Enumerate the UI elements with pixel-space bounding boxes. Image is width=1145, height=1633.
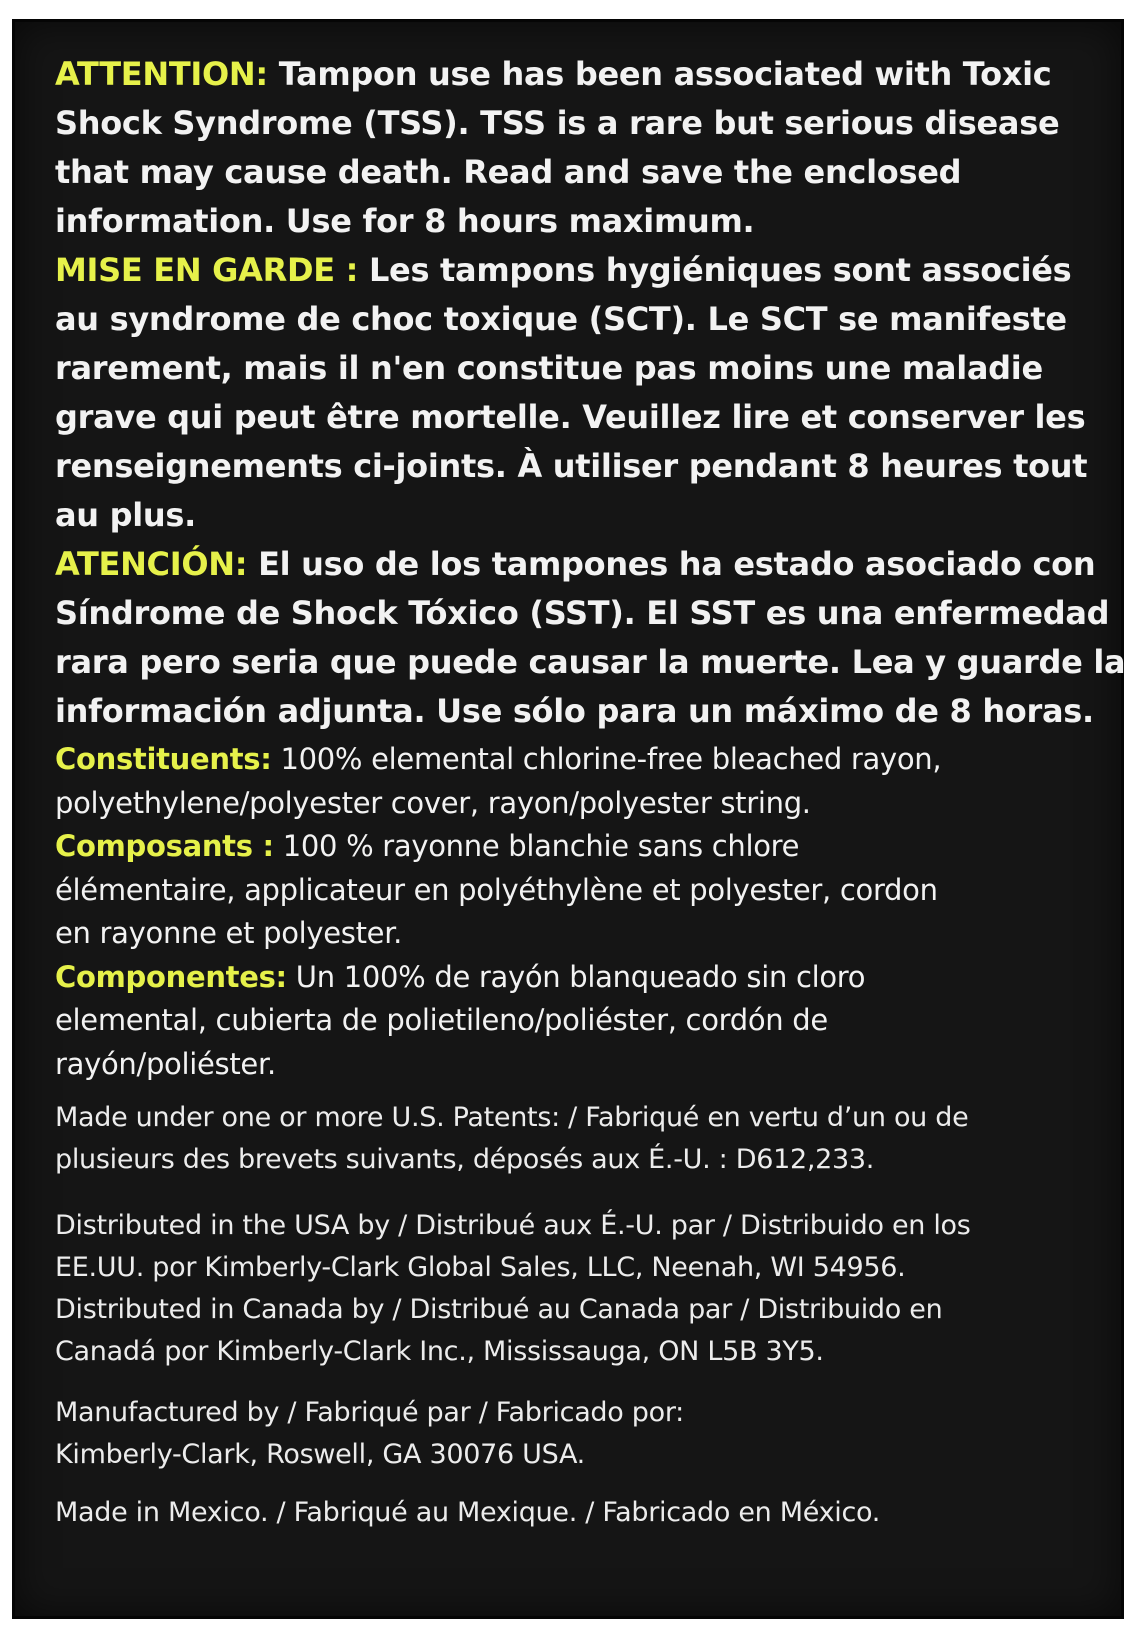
ingredients-section xyxy=(55,738,1103,1086)
warning-text: Les tampons hygiéniques sont associés xyxy=(368,251,1072,289)
warning-text: rarement, mais il n'en constitue pas moins une maladie xyxy=(55,349,1043,387)
ingredients-text: Un 100% de rayón blanqueado sin cloro xyxy=(295,959,866,994)
warning-french xyxy=(55,246,1103,540)
ingredients-keyword: Constituents: xyxy=(55,742,272,776)
distribution-notice xyxy=(55,1205,1103,1373)
tss-warning-section xyxy=(55,50,1126,736)
warning-text: au plus. xyxy=(55,496,196,534)
warning-text: información adjunta. Use sólo para un máximo de 8 horas. xyxy=(55,692,1094,730)
warning-text: Síndrome de Shock Tóxico (SST). El SST es una enfermedad xyxy=(55,594,1110,632)
ingredients-french xyxy=(55,825,1103,956)
distribution-text: EE.UU. por Kimberly-Clark Global Sales, LLC, Neenah, WI 54956. xyxy=(55,1252,906,1283)
warning-text: information. Use for 8 hours maximum. xyxy=(55,202,755,240)
distribution-text: Canadá por Kimberly-Clark Inc., Mississauga, ON L5B 3Y5. xyxy=(55,1336,824,1367)
warning-keyword: MISE EN GARDE : xyxy=(55,251,359,289)
patents-notice xyxy=(55,1097,1103,1181)
ingredients-english xyxy=(55,738,1103,825)
patents-text: plusieurs des brevets suivants, déposés aux É.-U. : D612,233. xyxy=(55,1144,875,1175)
distribution-text: Distributed in the USA by / Distribué aux É.-U. par / Distribuido en los xyxy=(55,1210,971,1241)
ingredients-text: rayón/poliéster. xyxy=(55,1046,276,1081)
origin-text: Made in Mexico. / Fabriqué au Mexique. / Fabricado en México. xyxy=(55,1497,881,1528)
warning-text: Shock Syndrome (TSS). TSS is a rare but serious disease xyxy=(55,104,1060,142)
warning-text: El uso de los tampones ha estado asociado con xyxy=(258,545,1096,583)
warning-keyword: ATTENTION: xyxy=(55,55,268,93)
manufacturer-notice xyxy=(55,1392,1103,1476)
warning-text: renseignements ci-joints. À utiliser pendant 8 heures tout xyxy=(55,447,1088,485)
warning-text: grave qui peut être mortelle. Veuillez lire et conserver les xyxy=(55,398,1086,436)
ingredients-text: 100 % rayonne blanchie sans chlore xyxy=(282,829,800,863)
warning-text: au syndrome de choc toxique (SCT). Le SCT se manifeste xyxy=(55,300,1067,338)
manufacturer-text: Manufactured by / Fabriqué par / Fabricado por: xyxy=(55,1397,684,1428)
warning-text: rara pero seria que puede causar la muerte. Lea y guarde la xyxy=(55,643,1126,681)
country-of-origin xyxy=(55,1492,1103,1534)
ingredients-keyword: Componentes: xyxy=(55,959,287,994)
ingredients-keyword: Composants : xyxy=(55,829,274,863)
ingredients-text: elemental, cubierta de polietileno/poliéster, cordón de xyxy=(55,1003,828,1037)
manufacturer-text: Kimberly-Clark, Roswell, GA 30076 USA. xyxy=(55,1439,585,1470)
ingredients-text: en rayonne et polyester. xyxy=(55,916,403,950)
warning-spanish xyxy=(55,540,1126,736)
warning-text: that may cause death. Read and save the enclosed xyxy=(55,153,962,191)
patents-text: Made under one or more U.S. Patents: / Fabriqué en vertu d’un ou de xyxy=(55,1102,969,1133)
ingredients-text: polyethylene/polyester cover, rayon/polyester string. xyxy=(55,785,811,820)
warning-keyword: ATENCIÓN: xyxy=(55,545,248,583)
warning-text: Tampon use has been associated with Toxic xyxy=(278,55,1052,93)
distribution-text: Distributed in Canada by / Distribué au Canada par / Distribuido en xyxy=(55,1294,943,1325)
ingredients-spanish xyxy=(55,956,1103,1087)
warning-english xyxy=(55,50,1103,246)
ingredients-text: élémentaire, applicateur en polyéthylène et polyester, cordon xyxy=(55,872,938,907)
ingredients-text: 100% elemental chlorine-free bleached rayon, xyxy=(280,742,942,776)
package-back-panel xyxy=(12,19,1124,1619)
